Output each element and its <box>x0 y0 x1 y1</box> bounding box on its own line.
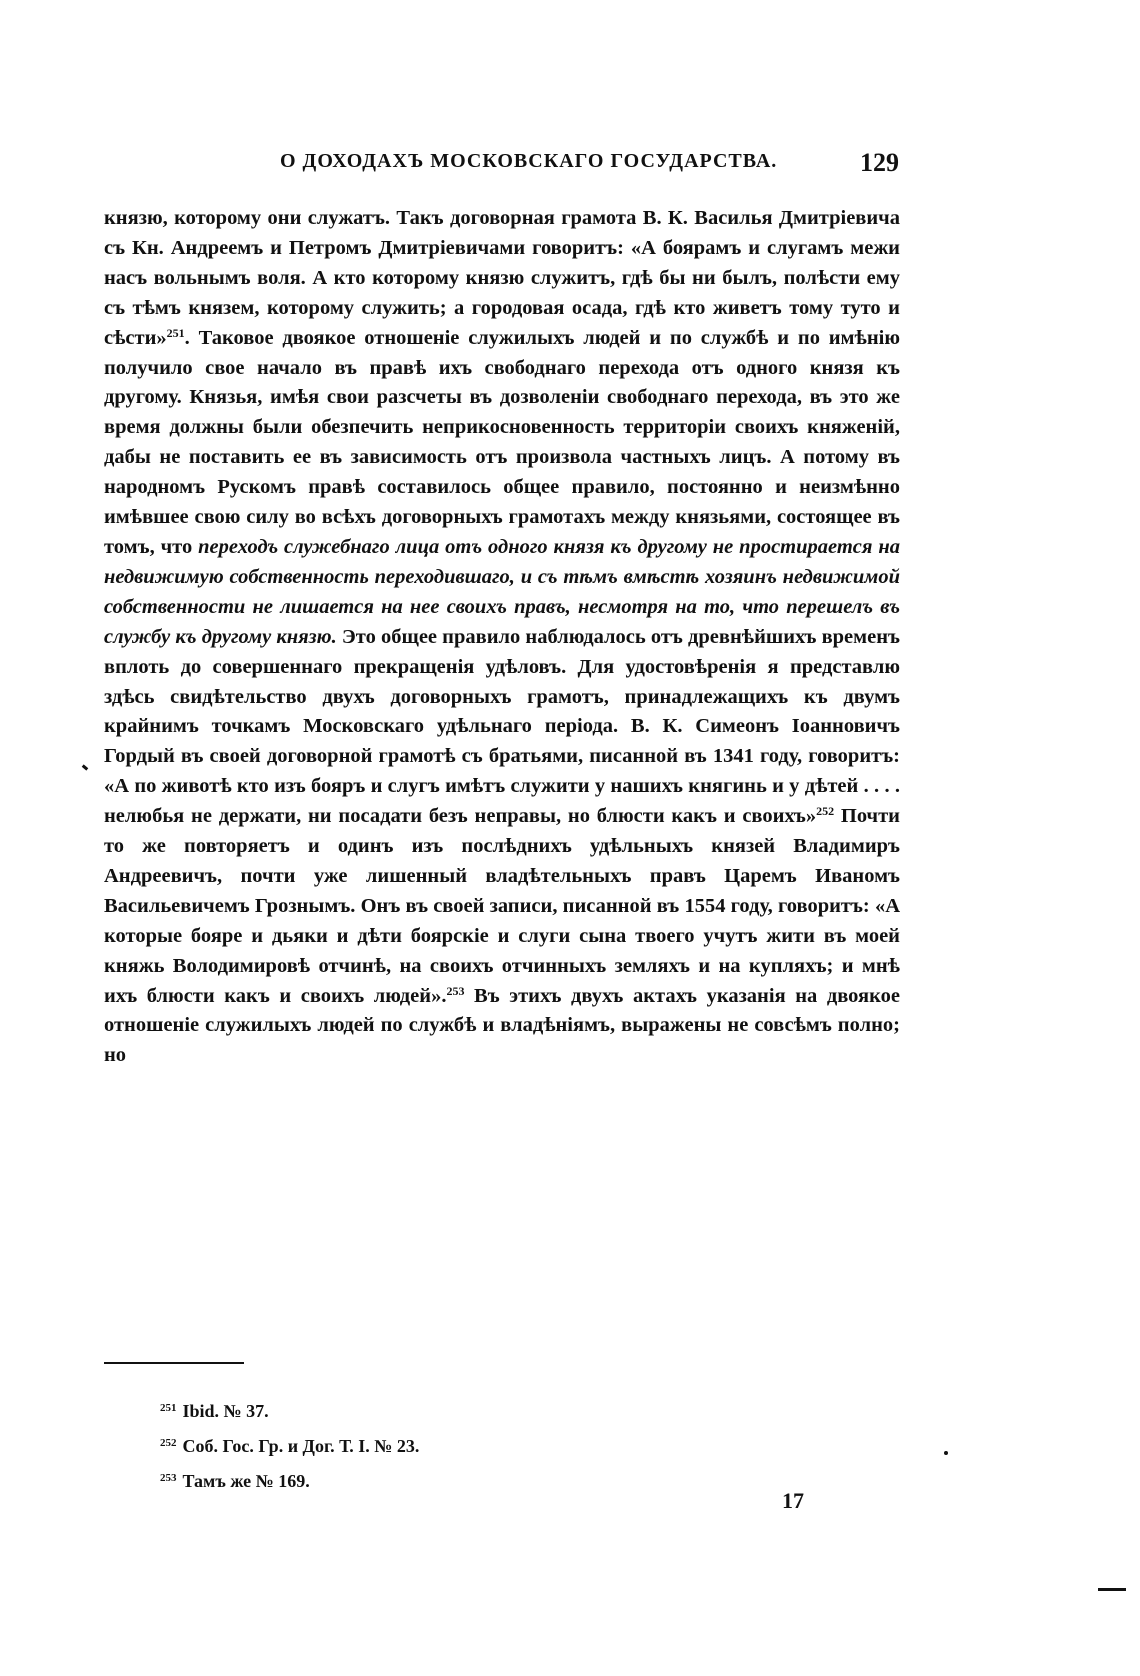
text-run: Это общее правило наблюдалось отъ древнѣйшихъ временъ вплоть до совершеннаго прекращенія удѣловъ. Для удостовѣренія я представлю здѣсь свидѣтельство двухъ договорныхъ грамотъ, принадлежащихъ къ двумъ крайнимъ точкамъ Московскаго удѣльнаго періода. В. К. Симеонъ Іоанновичъ Гордый въ своей договорной грамотѣ съ братьями, писанной въ 1341 году, говоритъ: «А по животѣ кто изъ бояръ и слугъ имѣтъ служити у нашихъ княгинь и у дѣтей . . . . нелюбья не держати, ни посадати безъ неправы, но блюсти какъ и своихъ» <box>104 625 900 828</box>
footnote-ref[interactable]: 253 <box>446 983 465 998</box>
page-number: 129 <box>860 148 899 177</box>
text-run: Почти то же повторяетъ и одинъ изъ послѣднихъ удѣльныхъ князей Владимиръ Андреевичъ, почти уже лишенный владѣтельныхъ правъ Царемъ Иваномъ Васильевичемъ Грознымъ. Онъ въ своей записи, писанной въ 1554 году, говоритъ: «А которые бояре и дьяки и дѣти боярскіе и слуги сына твоего учутъ жити въ моей княжь Володимировѣ отчинѣ, на своихъ отчинныхъ земляхъ и на купляхъ; и мнѣ ихъ блюсти какъ и своихъ людей». <box>104 805 900 1007</box>
italic-rule-text: переходъ служебнаго лица отъ одного князя къ другому не простирается на недвижимую собственность переходившаго, и съ тѣмъ вмѣстѣ хозяинъ недвижимой собственности не лишается на нее своихъ правъ, несмотря на то, что перешелъ въ службу къ другому князю. <box>104 535 900 648</box>
scan-speck <box>82 764 89 770</box>
running-title: О ДОХОДАХЪ МОСКОВСКАГО ГОСУДАРСТВА. <box>280 150 778 172</box>
footnote <box>160 1392 760 1427</box>
paragraph <box>104 204 900 1071</box>
scan-speck <box>1098 1588 1126 1591</box>
footnote-ref[interactable]: 251 <box>166 325 185 340</box>
text-run: Въ этихъ двухъ актахъ указанія на двоякое отношеніе служилыхъ людей по службѣ и владѣніямъ, выражены не совсѣмъ полно; но <box>104 984 901 1067</box>
footnote-text: Тамъ же № 169. <box>182 1471 310 1491</box>
footnote-ref[interactable]: 252 <box>816 804 835 819</box>
footnote <box>160 1462 760 1497</box>
text-run: князю, которому они служатъ. Такъ договорная грамота В. К. Василья Дмитріевича съ Кн. Андреемъ и Петромъ Дмитріевичами говоритъ: «А боярамъ и слугамъ межи насъ вольнымъ воля. А кто которому князю служитъ, гдѣ бы ни былъ, полѣсти ему съ тѣмъ князем, которому служить; а городовая осада, гдѣ кто живетъ тому туто и сѣсти» <box>104 207 900 349</box>
footnote-mark: 252 <box>160 1437 177 1449</box>
footnote <box>160 1427 760 1462</box>
footnotes <box>160 1392 760 1497</box>
footnote-text: Ibid. № 37. <box>182 1401 269 1421</box>
text-run: . Таковое двоякое отношеніе служилыхъ людей и по службѣ и по имѣнію получило свое начало въ правѣ ихъ свободнаго перехода отъ одного князя къ другому. Князья, имѣя свои разсчеты въ дозволеніи свободнаго перехода, въ это же время должны были обезпечить неприкосновенность территоріи своихъ княженій, дабы не поставить ее въ зависимость отъ произвола частныхъ лицъ. А потому въ народномъ Рускомъ правѣ составилось общее правило, постоянно и неизмѣнно имѣвшее свою силу во всѣхъ договорныхъ грамотахъ между князьями, состоящее въ томъ, что <box>104 326 900 558</box>
scan-speck <box>944 1451 948 1455</box>
footnote-divider <box>104 1362 244 1364</box>
footnote-text: Соб. Гос. Гр. и Дог. Т. І. № 23. <box>182 1436 420 1456</box>
footnote-mark: 253 <box>160 1472 177 1484</box>
footnote-mark: 251 <box>160 1402 177 1414</box>
main-text <box>104 204 900 1071</box>
signature-mark: 17 <box>782 1488 804 1513</box>
